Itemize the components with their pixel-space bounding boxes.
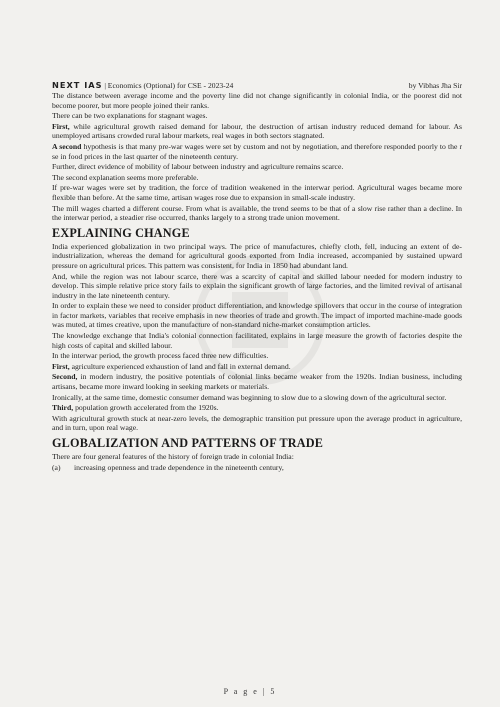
paragraph: Ironically, at the same time, domestic consumer demand was beginning to slow due to a slowing down of the agricultural sector. <box>52 392 447 402</box>
section-heading: GLOBALIZATION AND PATTERNS OF TRADE <box>52 436 324 450</box>
paragraph: The mill wages charted a different course. From what is available, the trend seems to be that of a slow rise rather than a decline. In the interwar period, a steadier rise occurred, thanks largely to a strong trade union movement. <box>52 203 462 223</box>
lead-word: Second, <box>52 372 78 382</box>
paragraph <box>52 372 462 391</box>
lead-word: Third, <box>52 403 74 413</box>
lead-word: First, <box>52 361 70 371</box>
section-heading: EXPLAINING CHANGE <box>52 225 190 240</box>
list-text: increasing openness and trade dependence in the nineteenth century, <box>74 462 284 472</box>
paragraph: There can be two explanations for stagnant wages. <box>52 111 208 121</box>
header-left <box>52 80 233 90</box>
paragraph: And, while the region was not labour scarce, there was a scarcity of capital and skilled labour needed for modern industry to develop. This simple relative price story fails to explain the significant growth of large factories, and the limited revival of artisanal industry in the late nineteenth century. <box>52 271 462 300</box>
paragraph: Further, direct evidence of mobility of labour between industry and agriculture remains scarce. <box>52 162 344 172</box>
paragraph-text: in modern industry, the positive potentials of colonial links became weaker from the 1920s. Indian business, including artisans, became more inward looking in seeking markets or materials. <box>52 372 462 392</box>
list-item <box>52 463 462 473</box>
paragraph: With agricultural growth stuck at near-zero levels, the demographic transition put pressure upon the average product in agriculture, and in turn, upon real wage. <box>52 413 462 433</box>
paragraph: The knowledge exchange that India's colonial connection facilitated, explains in large measure the growth of factories despite the high costs of capital and skilled labour. <box>52 331 462 350</box>
paragraph-text: agriculture experienced exhaustion of land and fall in external demand. <box>69 361 291 371</box>
paragraph: In order to explain these we need to consider product differentiation, and knowledge spillovers that occur in the course of integration in factor markets, variables that receive emphasis in new theories of trade and growth. The impact of imported machine-made goods was muted, at times creative, upon the manufacture of non-standard niche-market consumption articles. <box>52 301 462 330</box>
lead-word: A second <box>52 141 82 151</box>
page-number: P a g e | 5 <box>223 687 277 696</box>
paragraph: There are four general features of the history of foreign trade in colonial India: <box>52 452 294 461</box>
paragraph-text: hypothesis is that many pre-war wages were set by custom and not by negotiation, and therefore responded poorly to the r se in food prices in the last quarter of the nineteenth century. <box>52 141 463 161</box>
paragraph <box>52 403 462 413</box>
paragraph: The second explanation seems more preferable. <box>52 172 199 182</box>
brand-logo: NEXT IAS <box>52 80 103 90</box>
list-label: (a) <box>52 462 61 472</box>
page-body <box>52 91 462 472</box>
header-author: by Vibhas Jha Sir <box>408 81 462 90</box>
paragraph: If pre-war wages were set by tradition, the force of tradition weakened in the interwar period. Agricultural wages became more flexible than before. At the same time, artisan wages rose due to expansion in small-scale industry. <box>52 183 462 202</box>
paragraph-text: while agricultural growth raised demand for labour, the destruction of artisan industry reduced demand for labour. As unemployed artisans crowded rural labour markets, real wages in both sectors stagnated. <box>52 121 462 141</box>
header-subject: | Economics (Optional) for CSE - 2023-24 <box>102 81 234 90</box>
page-header <box>52 80 462 90</box>
paragraph: In the interwar period, the growth process faced three new difficulties. <box>52 351 269 361</box>
paragraph <box>52 362 462 372</box>
paragraph <box>52 122 462 141</box>
paragraph <box>52 142 462 161</box>
paragraph: The distance between average income and the poverty line did not change significantly in colonial India, or the poorest did not become poorer, but more people joined their ranks. <box>52 91 462 110</box>
paragraph-text: population growth accelerated from the 1920s. <box>73 403 219 413</box>
paragraph: India experienced globalization in two principal ways. The price of manufactures, chiefly cloth, fell, inducing an extent of de-industrialization, whereas the demand for agricultural goods exported from India increased, accompanied by sustained upward pressure on agricultural prices. This pattern was consistent, for India in 1850 had abundant land. <box>52 241 462 270</box>
lead-word: First, <box>52 121 70 131</box>
